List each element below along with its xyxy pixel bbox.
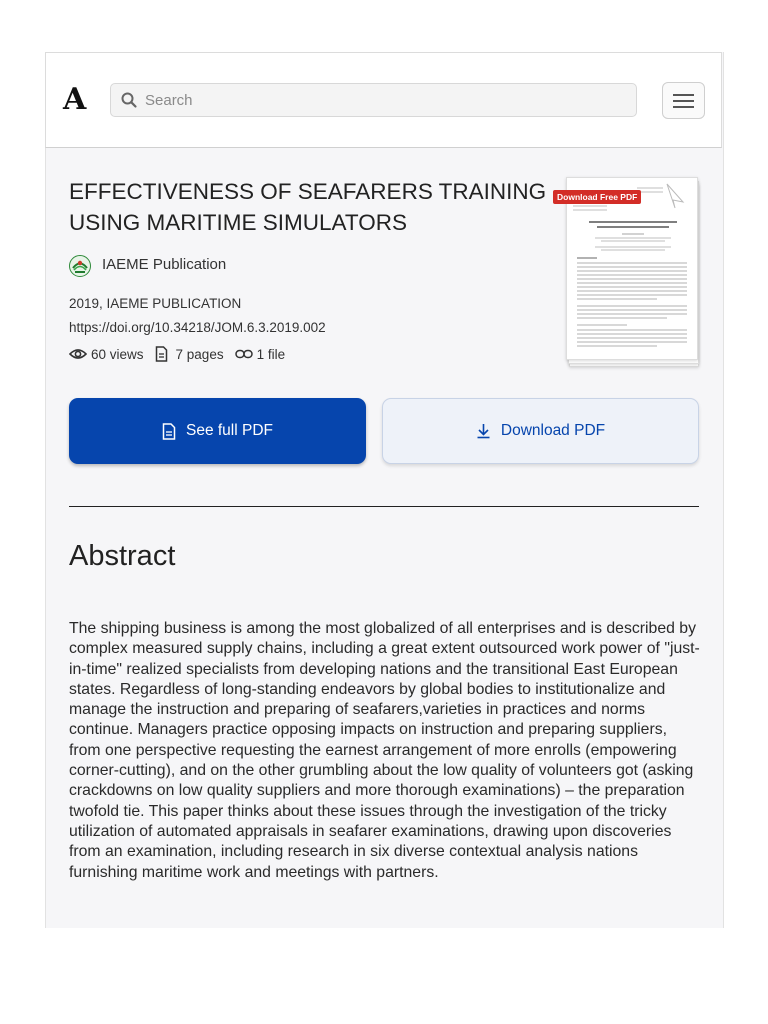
download-pdf-label: Download PDF — [500, 422, 606, 439]
site-logo[interactable]: A — [63, 82, 87, 117]
files-count: 1 file — [256, 346, 286, 362]
document-icon — [155, 346, 168, 362]
paper-title: EFFECTIVENESS OF SEAFARERS TRAINING USING MARITIME SIMULATORS — [69, 179, 547, 235]
download-free-pdf-badge[interactable]: Download Free PDF — [553, 190, 641, 204]
search-icon — [120, 91, 138, 109]
section-divider — [69, 506, 699, 507]
hamburger-icon — [673, 94, 694, 96]
link-icon — [235, 348, 253, 360]
abstract-heading: Abstract — [69, 540, 176, 572]
publisher-logo-icon[interactable] — [69, 255, 91, 277]
paper-stats — [69, 345, 285, 363]
pages-count: 7 pages — [175, 346, 224, 362]
see-full-pdf-label: See full PDF — [185, 422, 273, 439]
document-icon — [162, 423, 176, 440]
pdf-thumbnail[interactable] — [566, 177, 700, 367]
download-pdf-button[interactable] — [382, 398, 699, 464]
abstract-text: The shipping business is among the most globalized of all enterprises and is described by complex measured supply chains, including a great extent outsourced work power of "just-in-time" realized specialists from developing nations and the transitional East European states. Regardless of long-standing endeavors by global bodies to institutionalize and manage the instruction and preparing of seafarers,varieties in practices and norms continue. Managers practice opposing impacts on instruction and preparing suppliers, from one perspective requesting the earnest arrangement of more enrolls (empowering corner-cutting), and on the other grumbling about the low quality of volunteers got (asking crackdowns on low quality suppliers and more thorough examinations) – the preparation twofold tie. This paper thinks about these issues through the investigation of the tricky utilization of automated appraisals in seafarer examinations, drawing upon discoveries from an examination, including research in six diverse contextual analysis nations furnishing maritime work and meetings with partners. — [69, 620, 700, 881]
views-count: 60 views — [91, 346, 144, 362]
menu-button[interactable] — [662, 82, 705, 119]
see-full-pdf-button[interactable] — [69, 398, 366, 464]
doi-link[interactable]: https://doi.org/10.34218/JOM.6.3.2019.002 — [69, 320, 326, 335]
download-icon — [476, 423, 491, 439]
eye-icon — [69, 347, 87, 361]
year-publisher: 2019, IAEME PUBLICATION — [69, 296, 242, 311]
publisher-link[interactable]: IAEME Publication — [102, 256, 227, 273]
pdf-page-preview — [567, 178, 697, 359]
search-input[interactable] — [145, 88, 625, 112]
